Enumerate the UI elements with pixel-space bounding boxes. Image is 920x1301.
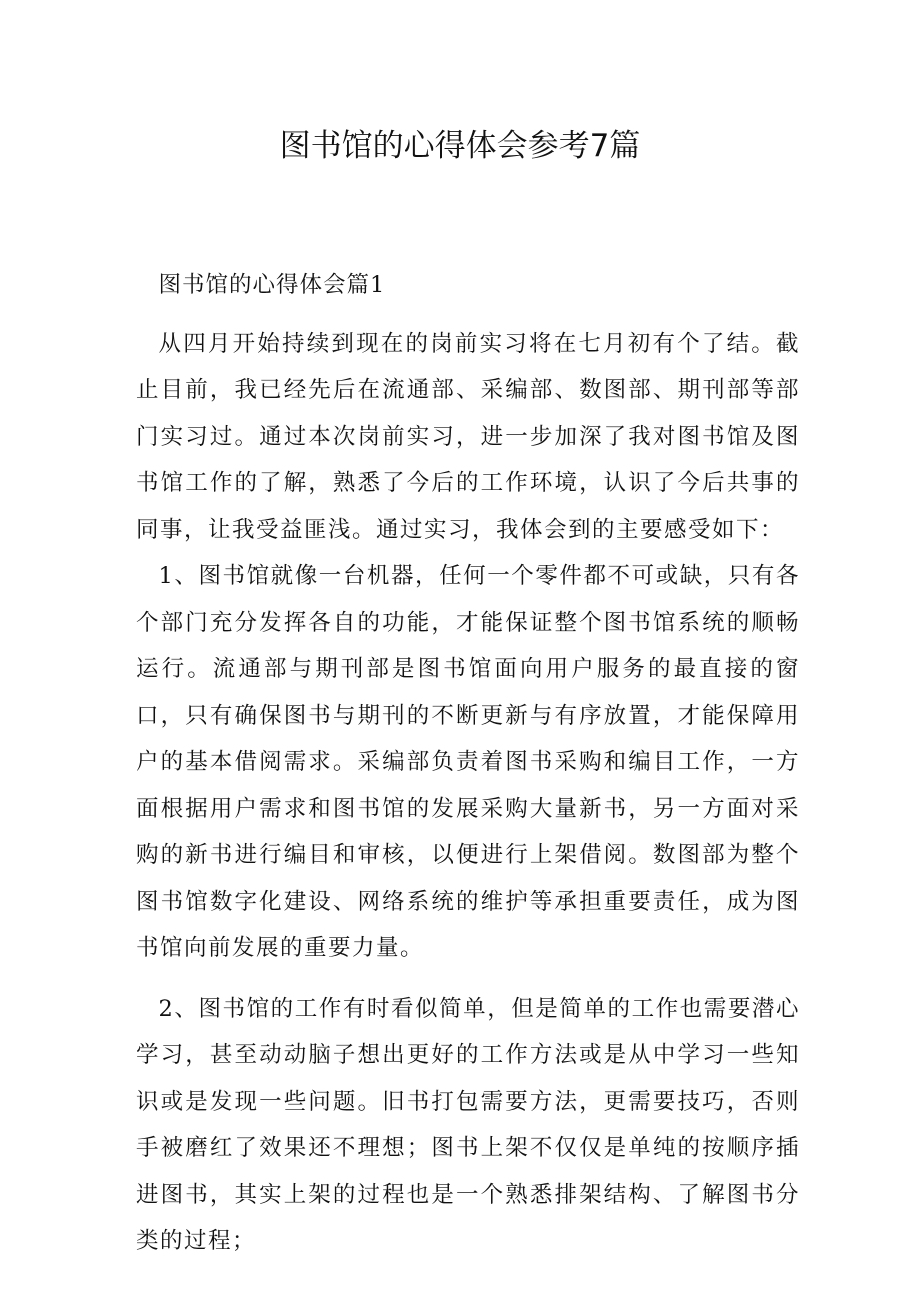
document-body [136,262,800,1265]
section-heading: 图书馆的心得体会篇1 [158,272,386,298]
paragraph-2: 1、图书馆就像一台机器，任何一个零件都不可或缺，只有各个部门充分发挥各自的功能，才能保证整个图书馆系统的顺畅运行。流通部与期刊部是图书馆面向用户服务的最直接的窗口，只有确保图书与期刊的不断更新与有序放置，才能保障用户的基本借阅需求。采编部负责着图书采购和编目工作，一方面根据用户需求和图书馆的发展采购大量新书，另一方面对采购的新书进行编目和审核，以便进行上架借阅。数图部为整个图书馆数字化建设、网络系统的维护等承担重要责任，成为图书馆向前发展的重要力量。 [136,563,800,961]
paragraph-3: 2、图书馆的工作有时看似简单，但是简单的工作也需要潜心学习，甚至动动脑子想出更好的工作方法或是从中学习一些知识或是发现一些问题。旧书打包需要方法，更需要技巧，否则手被磨红了效果还不理想；图书上架不仅仅是单纯的按顺序插进图书，其实上架的过程也是一个熟悉排架结构、了解图书分类的过程； [136,995,800,1254]
document-title: 图书馆的心得体会参考7篇 [279,128,641,164]
paragraph-1: 从四月开始持续到现在的岗前实习将在七月初有个了结。截止目前，我已经先后在流通部、采编部、数图部、期刊部等部门实习过。通过本次岗前实习，进一步加深了我对图书馆及图书馆工作的了解，熟悉了今后的工作环境，认识了今后共事的同事，让我受益匪浅。通过实习，我体会到的主要感受如下： [136,330,800,543]
